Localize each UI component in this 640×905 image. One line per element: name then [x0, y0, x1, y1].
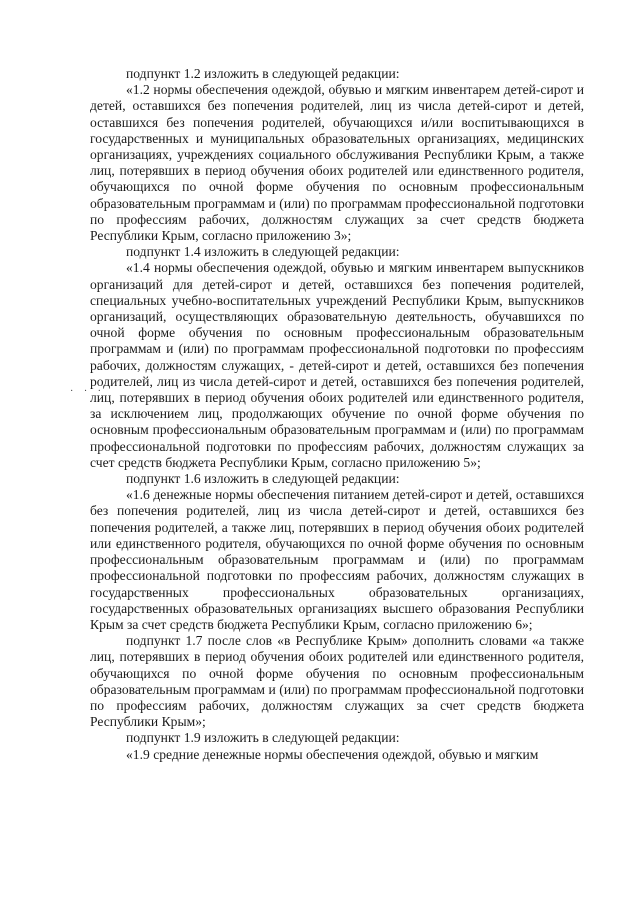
document-body — [90, 66, 584, 763]
scan-artifact-dots: · · · — [70, 386, 105, 397]
paragraph-1-2-intro: подпункт 1.2 изложить в следующей редакции: — [126, 66, 400, 81]
paragraph-1-9-text: «1.9 средние денежные нормы обеспечения одеждой, обувью и мягким — [126, 746, 539, 762]
paragraph-1-6-text: «1.6 денежные нормы обеспечения питанием детей-сирот и детей, оставшихся без попечения родителей, лиц из числа детей-сирот и детей, оставшихся без попечения родителей, а также лиц, потерявших в период обучения обоих родителей или единственного родителя, обучающихся по очной форме обучения по основным профессиональным образовательным программам и (или) по программам профессиональной подготовки по профессиям рабочих, должностям служащих в государственных профессиональных образовательных организациях, государственных образовательных организациях высшего образования Республики Крым за счет средств бюджета Республики Крым, согласно приложению 6»; — [90, 487, 584, 632]
paragraph-1-2-text: «1.2 нормы обеспечения одеждой, обувью и мягким инвентарем детей-сирот и детей, оставшихся без попечения родителей, лиц из числа детей-сирот и детей, оставшихся без попечения родителей, обучающихся и/или воспитывающихся в государственных и муниципальных образовательных организациях, медицинских организациях, учреждениях социального обслуживания Республики Крым, а также лиц, потерявших в период обучения обоих родителей или единственного родителя, обучающихся по очной форме обучения по основным профессиональным образовательным программам и (или) по программам профессиональной подготовки по профессиям рабочих, должностям служащих за счет средств бюджета Республики Крым, согласно приложению 3»; — [90, 82, 584, 244]
paragraph-1-4-intro: подпункт 1.4 изложить в следующей редакции: — [126, 244, 400, 260]
paragraph-1-9-intro: подпункт 1.9 изложить в следующей редакции: — [126, 730, 400, 746]
paragraph-1-4-text: «1.4 нормы обеспечения одеждой, обувью и мягким инвентарем выпускников организаций для детей-сирот и детей, оставшихся без попечения родителей, специальных учебно-воспитательных учреждений Республики Крым, выпускников организаций, осуществляющих образовательную деятельность, обучавшихся по очной форме обучения по основным профессиональным образовательным программам и (или) по программам профессиональной подготовки по профессиям рабочих, должностям служащих, - детей-сирот и детей, оставшихся без попечения родителей, лиц из числа детей-сирот и детей, оставшихся без попечения родителей, лиц, потерявших в период обучения обоих родителей или единственного родителя, за исключением лиц, продолжающих обучение по очной форме обучения по основным профессиональным образовательным программам и (или) по программам профессиональной подготовки по профессиям рабочих, должностям служащих за счет средств бюджета Республики Крым, согласно приложению 5»; — [90, 260, 584, 470]
paragraph-1-7-text: подпункт 1.7 после слов «в Республике Крым» дополнить словами «а также лиц, потерявших в период обучения обоих родителей или единственного родителя, обучающихся по очной форме обучения по основным профессиональным образовательным программам и (или) по программам профессиональной подготовки по профессиям рабочих, должностям служащих за счет средств бюджета Республики Крым»; — [90, 633, 584, 730]
paragraph-1-6-intro: подпункт 1.6 изложить в следующей редакции: — [126, 471, 400, 487]
